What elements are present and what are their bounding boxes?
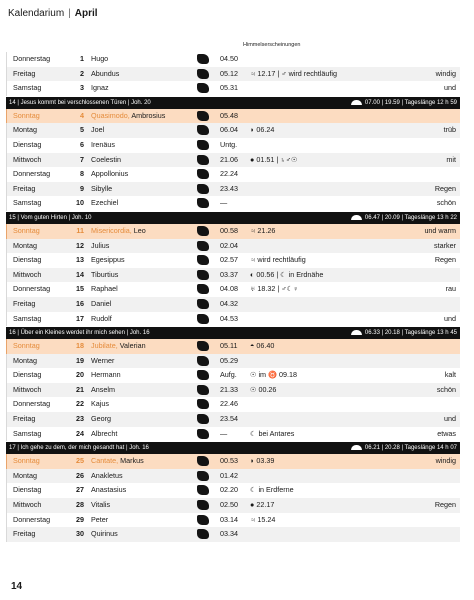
name-day [91, 469, 123, 484]
name-day [91, 397, 109, 412]
day-number: 3 [80, 83, 84, 93]
day-number: 8 [80, 169, 84, 179]
day-number: 10 [76, 198, 84, 208]
moon-time: 05.11 [220, 341, 238, 351]
zodiac-sign-icon [197, 83, 213, 94]
celestial-event: ◗ 03.39 [250, 456, 275, 466]
day-number: 29 [76, 514, 84, 524]
celestial-event: ◗ 06.24 [250, 125, 275, 135]
celestial-event: ♃ 21.26 [250, 225, 276, 235]
zodiac-sign-icon [197, 314, 213, 325]
name-day [91, 239, 109, 254]
day-row [6, 339, 460, 354]
weekday: Samstag [13, 428, 42, 438]
moon-time: 04.08 [220, 284, 238, 294]
celestial-event: ● 01.51 | ♄♂☉ [250, 154, 298, 164]
saint-name: Appollonius [91, 169, 129, 179]
feast-name: Cantate, [91, 456, 119, 466]
moon-time: 21.33 [220, 384, 238, 394]
saint-name: Quirinus [91, 529, 118, 539]
day-row [6, 454, 460, 469]
weekday: Freitag [13, 529, 36, 539]
page-header [8, 8, 98, 19]
day-row [6, 483, 460, 498]
day-number: 5 [80, 125, 84, 135]
moon-time: 00.53 [220, 456, 238, 466]
celestial-event: ● 22.17 [250, 500, 275, 510]
moon-time: 00.58 [220, 225, 238, 235]
zodiac-sign-icon [197, 54, 213, 65]
saint-name: Valerian [119, 341, 146, 351]
name-day [91, 52, 108, 67]
day-row [6, 123, 460, 138]
week-gospel-text: 17 | Ich gehe zu dem, der mich gesandt hat | Joh. 16 [9, 445, 149, 452]
day-row [6, 527, 460, 542]
week-gospel-text: 15 | Vom guten Hirten | Joh. 10 [9, 214, 92, 221]
sunrise-icon [351, 330, 362, 335]
weekday: Donnerstag [13, 514, 51, 524]
weather-note: windig [435, 68, 456, 78]
week-sun-times [348, 212, 457, 224]
saint-name: Peter [91, 514, 109, 524]
celestial-event: ◐ 00.56 | ☾ in Erdnähe [250, 269, 324, 279]
weekday: Montag [13, 125, 37, 135]
weekday: Donnerstag [13, 284, 51, 294]
name-day [91, 196, 118, 211]
name-day [91, 253, 125, 268]
zodiac-sign-icon [197, 529, 213, 540]
saint-name: Ambrosius [131, 110, 166, 120]
day-row [6, 224, 460, 239]
day-row [6, 239, 460, 254]
zodiac-sign-icon [197, 255, 213, 266]
zodiac-sign-icon [197, 370, 213, 381]
sun-times-text: 07.00 | 19.59 | Tageslänge 12 h 59 [364, 99, 457, 106]
moon-time: 02.57 [220, 255, 238, 265]
day-row [6, 513, 460, 528]
saint-name: Werner [91, 355, 115, 365]
weekday: Sonntag [13, 225, 40, 235]
day-row [6, 297, 460, 312]
name-day [91, 483, 126, 498]
celestial-event: ☉ im ♉ 09.18 [250, 370, 297, 380]
moon-time: 06.04 [220, 125, 238, 135]
page-number: 14 [11, 581, 23, 592]
moon-time: 03.34 [220, 529, 238, 539]
celestial-event: ☾ bei Antares [250, 428, 295, 438]
zodiac-sign-icon [197, 226, 213, 237]
name-day [91, 123, 104, 138]
week-header-row [6, 442, 460, 454]
zodiac-sign-icon [197, 140, 213, 151]
week-sun-times [348, 327, 457, 339]
weekday: Sonntag [13, 456, 40, 466]
day-number: 24 [76, 428, 84, 438]
sun-times-text: 06.47 | 20.09 | Tageslänge 13 h 22 [364, 214, 457, 221]
zodiac-sign-icon [197, 429, 213, 440]
day-number: 28 [76, 500, 84, 510]
zodiac-sign-icon [197, 485, 213, 496]
weekday: Montag [13, 470, 37, 480]
celestial-event: ♃ 15.24 [250, 514, 276, 524]
zodiac-sign-icon [197, 299, 213, 310]
weekday: Freitag [13, 298, 36, 308]
weather-note: mit [446, 154, 456, 164]
saint-name: Anakletus [91, 470, 123, 480]
name-day [91, 67, 119, 82]
day-row [6, 253, 460, 268]
day-row [6, 397, 460, 412]
saint-name: Anselm [91, 384, 115, 394]
name-day [91, 513, 108, 528]
zodiac-sign-icon [197, 456, 213, 467]
week-header-row [6, 327, 460, 339]
saint-name: Raphael [91, 284, 118, 294]
moon-time: 04.32 [220, 298, 238, 308]
weather-note: Regen [434, 500, 456, 510]
day-number: 17 [76, 313, 84, 323]
name-day [91, 153, 121, 168]
saint-name: Irenäus [91, 139, 115, 149]
day-number: 25 [76, 456, 84, 466]
weekday: Donnerstag [13, 169, 51, 179]
day-row [6, 109, 460, 124]
day-row [6, 498, 460, 513]
weather-note: schön [436, 198, 456, 208]
zodiac-sign-icon [197, 356, 213, 367]
week-gospel-text: 14 | Jesus kommt bei verschlossenen Türen | Joh. 20 [9, 99, 151, 106]
weather-note: und [444, 83, 456, 93]
saint-name: Egesippus [91, 255, 125, 265]
saint-name: Daniel [91, 298, 112, 308]
moon-time: 05.12 [220, 68, 238, 78]
weather-note: starker [434, 240, 456, 250]
moon-time: 01.42 [220, 470, 238, 480]
weekday: Dienstag [13, 370, 42, 380]
zodiac-sign-icon [197, 69, 213, 80]
weather-note: und warm [424, 225, 456, 235]
weekday: Dienstag [13, 255, 42, 265]
weekday: Dienstag [13, 139, 42, 149]
day-number: 12 [76, 240, 84, 250]
day-number: 15 [76, 284, 84, 294]
week-sun-times [348, 442, 457, 454]
saint-name: Albrecht [91, 428, 118, 438]
weather-note: und [444, 313, 456, 323]
saint-name: Coelestin [91, 154, 121, 164]
zodiac-sign-icon [197, 198, 213, 209]
day-number: 21 [76, 384, 84, 394]
weather-note: etwas [437, 428, 456, 438]
day-number: 19 [76, 355, 84, 365]
day-row [6, 138, 460, 153]
day-row [6, 383, 460, 398]
day-number: 7 [80, 154, 84, 164]
weekday: Mittwoch [13, 384, 42, 394]
weekday: Samstag [13, 83, 42, 93]
day-number: 9 [80, 183, 84, 193]
zodiac-sign-icon [197, 414, 213, 425]
weekday: Mittwoch [13, 500, 42, 510]
weekday: Samstag [13, 313, 42, 323]
saint-name: Ezechiel [91, 198, 119, 208]
day-number: 14 [76, 269, 84, 279]
name-day [91, 81, 109, 96]
week-gospel-text: 16 | Über ein Kleines werdet ihr mich sehen | Joh. 16 [9, 330, 150, 337]
weather-note: und [444, 414, 456, 424]
zodiac-sign-icon [197, 341, 213, 352]
name-day [91, 268, 118, 283]
moon-time: 04.50 [220, 54, 238, 63]
day-row [6, 167, 460, 182]
moon-time: Aufg. [220, 370, 237, 380]
saint-name: Sibylle [91, 183, 113, 193]
weekday: Freitag [13, 414, 36, 424]
weekday: Freitag [13, 68, 36, 78]
weather-note: trüb [443, 125, 456, 135]
day-row [6, 52, 460, 67]
moon-time: 23.43 [220, 183, 238, 193]
weekday: Donnerstag [13, 54, 51, 63]
moon-time: — [220, 198, 228, 208]
week-sun-times [348, 97, 457, 109]
day-number: 16 [76, 298, 84, 308]
day-row [6, 427, 460, 442]
zodiac-sign-icon [197, 169, 213, 180]
name-day [91, 412, 111, 427]
day-row [6, 182, 460, 197]
saint-name: Rudolf [91, 313, 112, 323]
name-day [91, 297, 111, 312]
weekday: Dienstag [13, 485, 42, 495]
day-number: 2 [80, 68, 84, 78]
celestial-event: ☾ in Erdferne [250, 485, 294, 495]
zodiac-sign-icon [197, 184, 213, 195]
celestial-event: ◓ 06.40 [250, 341, 275, 351]
zodiac-sign-icon [197, 125, 213, 136]
moon-time: 03.14 [220, 514, 238, 524]
feast-name: Jubilate, [91, 341, 118, 351]
name-day [91, 383, 115, 398]
calendar-table [6, 52, 460, 542]
day-row [6, 412, 460, 427]
name-day [91, 427, 117, 442]
day-row [6, 81, 460, 96]
weather-note: windig [435, 456, 456, 466]
day-number: 26 [76, 470, 84, 480]
saint-name: Anastasius [91, 485, 127, 495]
day-row [6, 196, 460, 211]
moon-time: Untg. [220, 139, 238, 149]
zodiac-sign-icon [197, 241, 213, 252]
name-day [91, 454, 144, 469]
day-row [6, 312, 460, 327]
day-row [6, 354, 460, 369]
feast-name: Misericordia, [91, 225, 132, 235]
weekday: Freitag [13, 183, 36, 193]
saint-name: Hermann [91, 370, 121, 380]
sunrise-icon [351, 215, 362, 220]
feast-name: Quasimodo, [91, 110, 130, 120]
day-row [6, 282, 460, 297]
sun-times-text: 06.33 | 20.18 | Tageslänge 13 h 45 [364, 330, 457, 337]
zodiac-sign-icon [197, 515, 213, 526]
weather-note: rau [445, 284, 456, 294]
day-number: 23 [76, 414, 84, 424]
zodiac-sign-icon [197, 270, 213, 281]
saint-name: Leo [133, 225, 146, 235]
moon-time: 02.04 [220, 240, 238, 250]
saint-name: Tiburtius [91, 269, 119, 279]
day-number: 1 [80, 54, 84, 63]
moon-time: — [220, 428, 228, 438]
weekday: Samstag [13, 198, 42, 208]
name-day [91, 312, 112, 327]
sun-times-text: 06.21 | 20.28 | Tageslänge 14 h 07 [364, 445, 457, 452]
day-row [6, 469, 460, 484]
weekday: Donnerstag [13, 399, 51, 409]
name-day [91, 527, 118, 542]
day-row [6, 368, 460, 383]
weather-note: schön [436, 384, 456, 394]
sunrise-icon [351, 100, 362, 105]
moon-time: 02.50 [220, 500, 238, 510]
name-day [91, 182, 112, 197]
celestial-event: ♃ 12.17 | ♂ wird rechtläufig [250, 68, 337, 78]
celestial-event: ♃ wird rechtläufig [250, 255, 306, 265]
moon-time: 05.48 [220, 110, 238, 120]
day-number: 18 [76, 341, 84, 351]
weather-note: Regen [434, 255, 456, 265]
day-number: 4 [80, 110, 84, 120]
moon-time: 05.29 [220, 355, 238, 365]
saint-name: Julius [91, 240, 110, 250]
moon-time: 04.53 [220, 313, 238, 323]
saint-name: Joel [91, 125, 105, 135]
day-row [6, 268, 460, 283]
weekday: Sonntag [13, 110, 40, 120]
zodiac-sign-icon [197, 500, 213, 511]
name-day [91, 167, 128, 182]
name-day [91, 282, 118, 297]
day-number: 11 [76, 225, 84, 235]
weekday: Montag [13, 355, 37, 365]
zodiac-sign-icon [197, 155, 213, 166]
name-day [91, 498, 110, 513]
name-day [91, 138, 115, 153]
moon-time: 03.37 [220, 269, 238, 279]
moon-time: 05.31 [220, 83, 238, 93]
day-row [6, 67, 460, 82]
day-number: 27 [76, 485, 84, 495]
day-number: 13 [76, 255, 84, 265]
moon-time: 22.46 [220, 399, 238, 409]
saint-name: Ignaz [91, 83, 109, 93]
saint-name: Georg [91, 414, 111, 424]
header-separator: | [68, 8, 71, 19]
column-title-celestial-events: Himmelserscheinungen [243, 42, 301, 48]
celestial-event: ☉ 00.26 [250, 384, 277, 394]
zodiac-sign-icon [197, 385, 213, 396]
sunrise-icon [351, 445, 362, 450]
weather-note: kalt [444, 370, 456, 380]
zodiac-sign-icon [197, 399, 213, 410]
saint-name: Markus [120, 456, 144, 466]
name-day [91, 339, 146, 354]
week-header-row [6, 212, 460, 224]
saint-name: Vitalis [91, 500, 111, 510]
day-number: 20 [76, 370, 84, 380]
moon-time: 02.20 [220, 485, 238, 495]
weekday: Mittwoch [13, 269, 42, 279]
day-row [6, 153, 460, 168]
day-number: 22 [76, 399, 84, 409]
week-header-row [6, 97, 460, 109]
moon-time: 23.54 [220, 414, 238, 424]
saint-name: Abundus [91, 68, 120, 78]
weekday: Mittwoch [13, 154, 42, 164]
moon-time: 22.24 [220, 169, 238, 179]
day-number: 6 [80, 139, 84, 149]
name-day [91, 224, 146, 239]
month-title: April [74, 8, 98, 19]
zodiac-sign-icon [197, 111, 213, 122]
name-day [91, 109, 165, 124]
zodiac-sign-icon [197, 284, 213, 295]
saint-name: Hugo [91, 54, 109, 63]
zodiac-sign-icon [197, 471, 213, 482]
weekday: Montag [13, 240, 37, 250]
section-title: Kalendarium [8, 8, 65, 19]
weekday: Sonntag [13, 341, 40, 351]
saint-name: Kajus [91, 399, 109, 409]
moon-time: 21.06 [220, 154, 238, 164]
name-day [91, 368, 121, 383]
name-day [91, 354, 114, 369]
weather-note: Regen [434, 183, 456, 193]
day-number: 30 [76, 529, 84, 539]
celestial-event: ♅ 18.32 | ♂☾♀ [250, 284, 299, 294]
